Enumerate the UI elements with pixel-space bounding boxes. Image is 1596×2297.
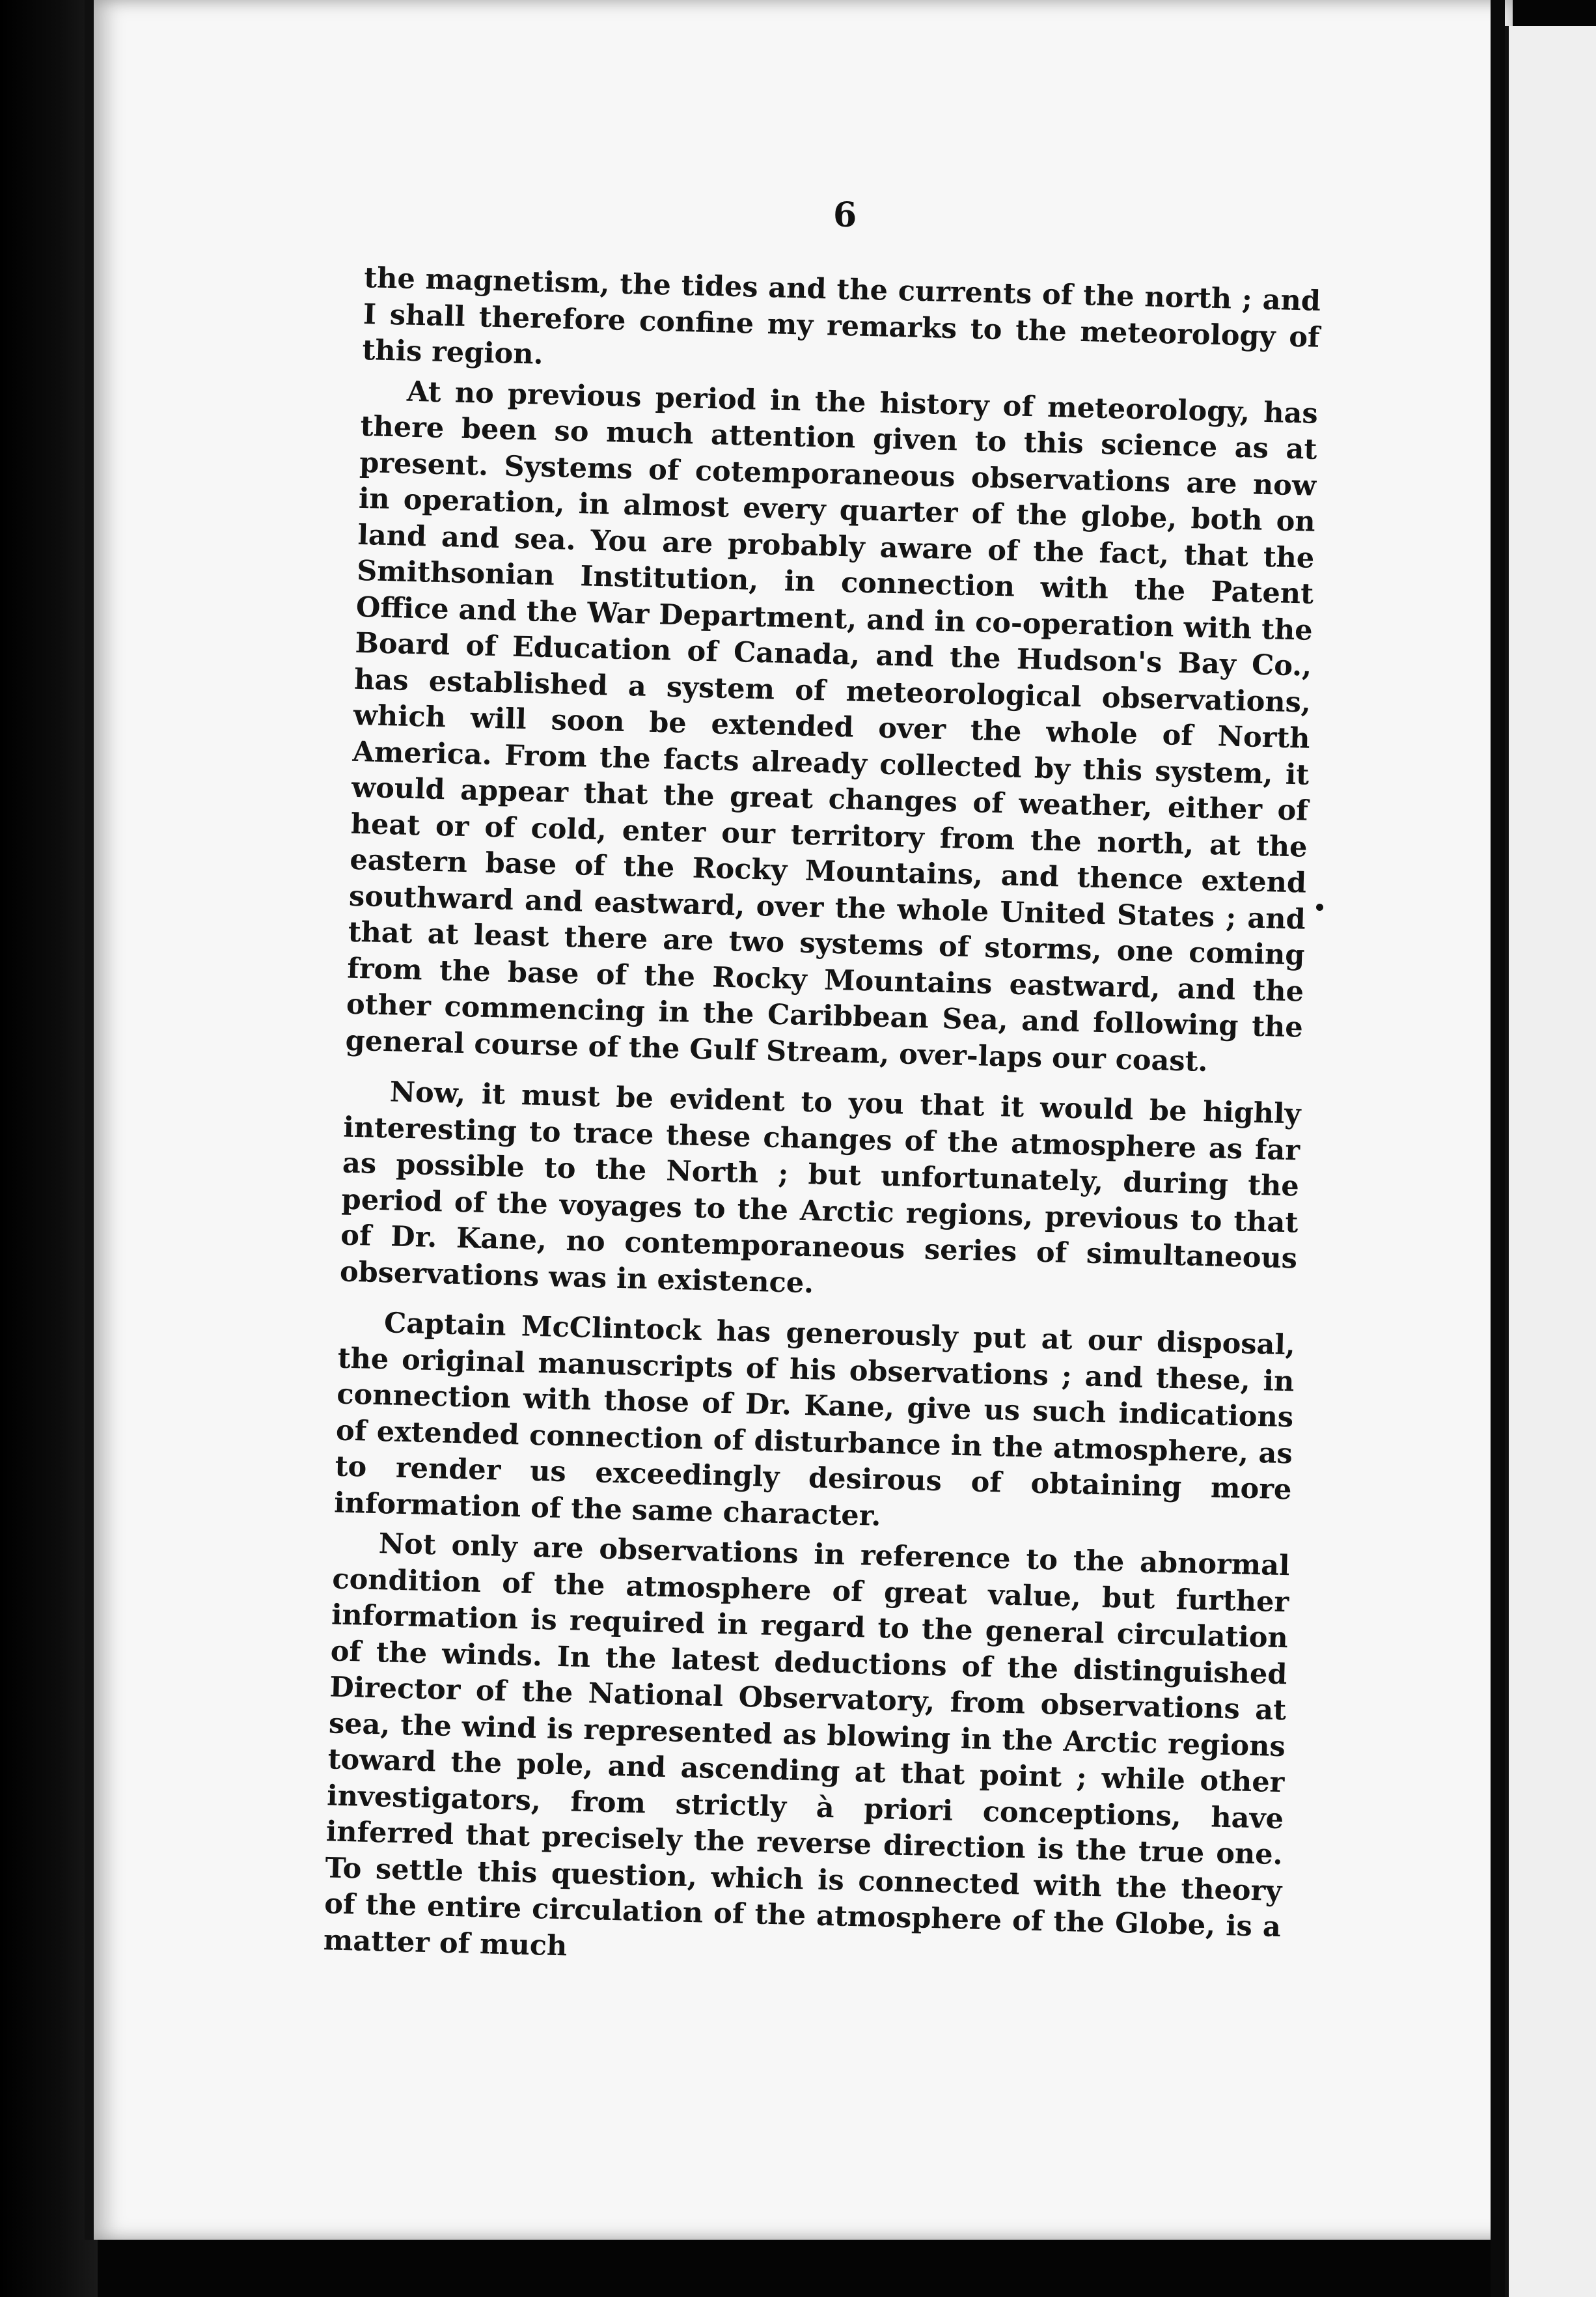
page-edge-divider	[1491, 0, 1505, 2297]
paragraph: At no previous period in the history of meteorology, has there been so much attention given to this science as at present. Systems of cotemporaneous observations are now in operation, in almost every quarter of the globe, both on land and sea. You are probably aware of the fact, that the Smithsonian Institution, in connection with the Patent Office and the War Department, and in co-operation with the Board of Education of Canada, and the Hudson's Bay Co., has established a system of meteorological observations, which will soon be extended over the whole of North America. From the facts already collected by this system, it would appear that the great changes of weather, either of heat or of cold, enter our territory from the north, at the eastern base of the Rocky Mountains, and thence extend southward and eastward, over the whole United States ; and that at least there are two systems of storms, one coming from the base of the Rocky Mountains eastward, and the other commencing in the Caribbean Sea, and following the general course of the Gulf Stream, over-laps our coast.	[345, 375, 1319, 1078]
adjacent-page-strip	[1505, 26, 1596, 2297]
paragraph: the magnetism, the tides and the currents of the north ; and I shall therefore confine my remarks to the meteorology of this region.	[362, 261, 1321, 371]
page-number: 6	[833, 195, 857, 235]
paragraph: Captain McClintock has generously put at our disposal, the original manuscripts of his observations ; and these, in connection with those of Dr. Kane, give us such indications of extended connection of disturbance in the atmosphere, as to render us exceedingly desirous of obtaining more information of the same character.	[333, 1307, 1296, 1533]
paragraph: Not only are observations in reference to the abnormal condition of the atmosphere of great value, but further information is required in regard to the general circulation of the winds. In the latest deductions of the distinguished Director of the National Observatory, from observations at sea, the wind is represented as blowing in the Arctic regions toward the pole, and ascending at that point ; while other investigators, from strictly à priori conceptions, have inferred that precisely the reverse direction is the true one. To settle this question, which is connected with the theory of the entire circulation of the atmosphere of the Globe, is a matter of much	[323, 1527, 1291, 1962]
binding-shadow	[0, 0, 98, 2297]
body-text	[323, 260, 1321, 1982]
paragraph: Now, it must be evident to you that it would be highly interesting to trace these changes of the atmosphere as far as possible to the North ; but unfortunately, during the period of the voyages to the Arctic regions, previous to that of Dr. Kane, no contemporaneous series of simultaneous observations was in existence.	[339, 1076, 1301, 1300]
margin-dot	[1316, 904, 1323, 911]
